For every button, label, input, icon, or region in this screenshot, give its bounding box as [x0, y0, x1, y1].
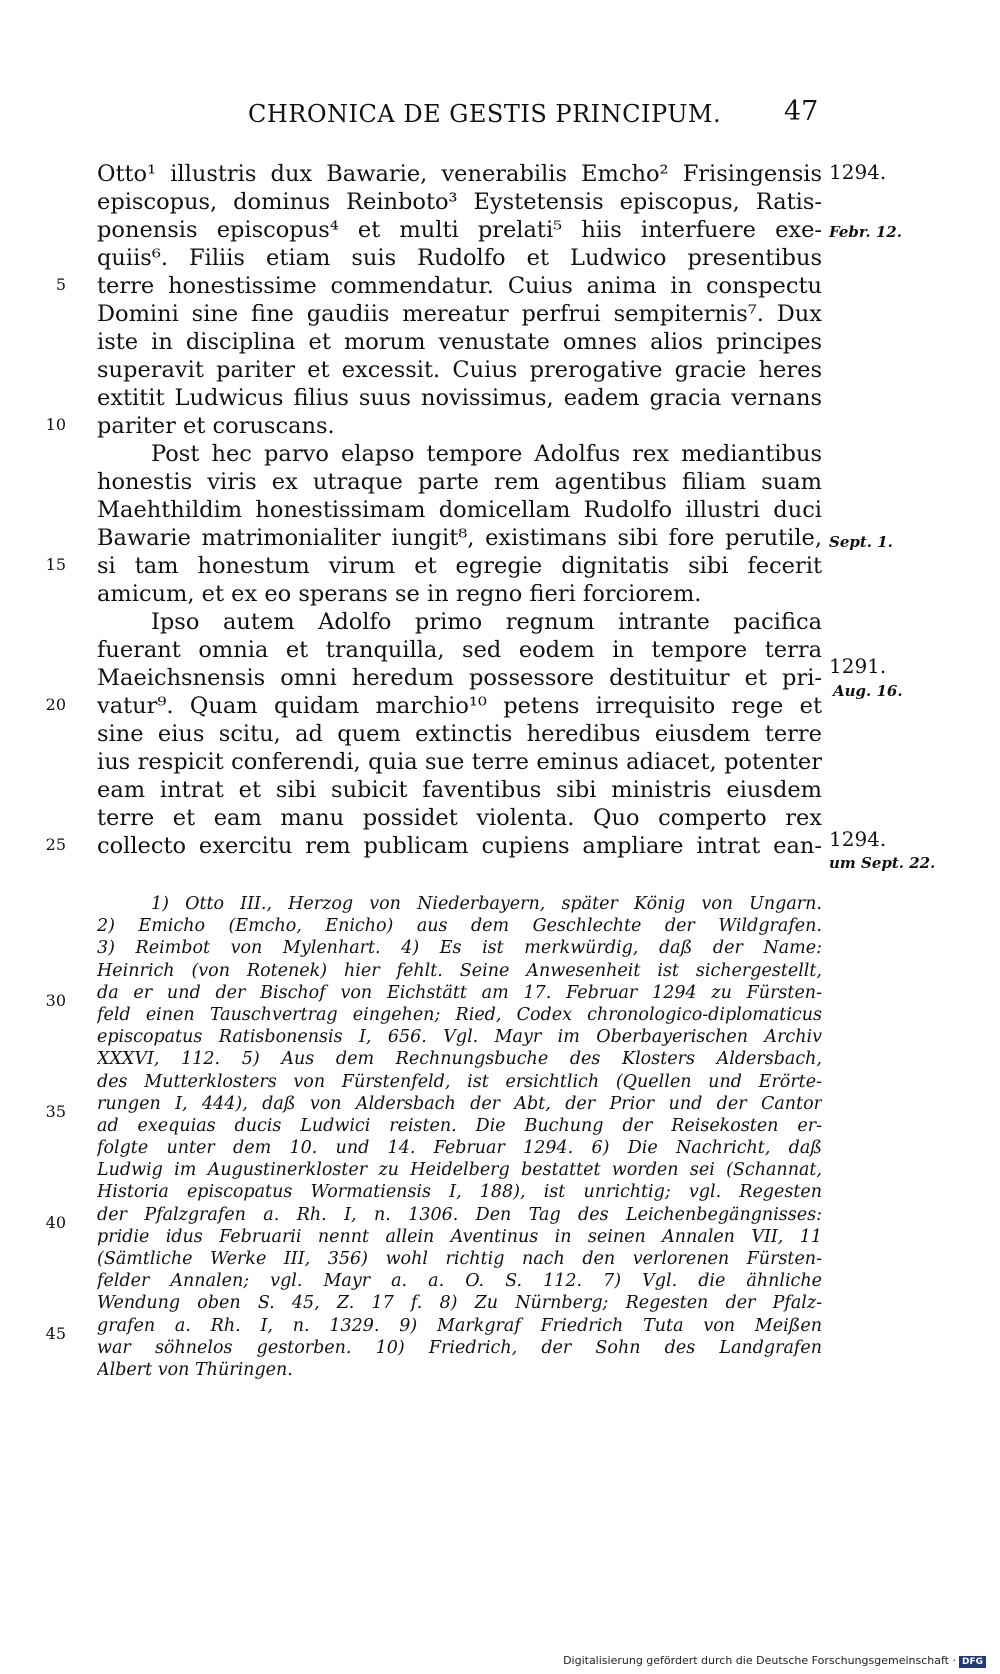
text-line: terre et eam manu possidet violenta. Quo comperto rex [97, 805, 822, 831]
text-line: Otto¹ illustris dux Bawarie, venerabilis Emcho² Frisingensis [97, 161, 822, 187]
footnote-line: grafen a. Rh. I, n. 1329. 9) Markgraf Friedrich Tuta von Meißen [97, 1315, 822, 1336]
text-line: ponensis episcopus⁴ et multi prelati⁵ hiis interfuere exe- [97, 217, 822, 243]
text-line: fuerant omnia et tranquilla, sed eodem in tempore terra [97, 637, 822, 663]
text-line: superavit pariter et excessit. Cuius prerogative gracie heres [97, 357, 822, 383]
text-line: Domini sine fine gaudiis mereatur perfrui sempiternis⁷. Dux [97, 301, 822, 327]
footnote-line: Wendung oben S. 45, Z. 17 f. 8) Zu Nürnberg; Regesten der Pfalz- [97, 1293, 822, 1314]
margin-date: 1291. [829, 654, 887, 678]
footnote-line: (Sämtliche Werke III, 356) wohl richtig nach den verlorenen Fürsten- [97, 1249, 822, 1269]
text-line: iste in disciplina et morum venustate omnes alios principes [97, 329, 822, 355]
text-line: episcopus, dominus Reinboto³ Eystetensis episcopus, Ratis- [97, 189, 822, 215]
text-line: Post hec parvo elapso tempore Adolfus rex mediantibus [151, 441, 822, 467]
text-line: si tam honestum virum et egregie dignitatis sibi fecerit [97, 553, 822, 579]
dfg-logo: DFG [959, 1656, 986, 1668]
line-number: 35 [45, 1102, 66, 1121]
page-footer [563, 1654, 986, 1668]
footnote-line: Ludwig im Augustinerkloster zu Heidelberg bestattet worden sei (Schannat, [97, 1160, 822, 1181]
line-number: 25 [45, 835, 66, 854]
text-line: pariter et coruscans. [97, 413, 335, 439]
footnote-line: felder Annalen; vgl. Mayr a. a. O. S. 112. 7) Vgl. die ähnliche [97, 1271, 822, 1292]
footnotes-block [97, 893, 822, 1381]
footnote-line: ad exequias ducis Ludwici reisten. Die Buchung der Reisekosten er- [97, 1115, 822, 1136]
line-number: 10 [45, 415, 66, 434]
footer-credit: Digitalisierung gefördert durch die Deutsche Forschungsgemeinschaft · [563, 1654, 956, 1667]
text-line: amicum, et ex eo sperans se in regno fieri forciorem. [97, 581, 702, 607]
text-line: quiis⁶. Filiis etiam suis Rudolfo et Ludwico presentibus [97, 245, 822, 271]
page-header [0, 96, 1000, 140]
text-line: Ipso autem Adolfo primo regnum intrante pacifica [151, 609, 822, 635]
text-line: honestis viris ex utraque parte rem agentibus filiam suam [97, 469, 822, 495]
text-line: Maehthildim honestissimam domicellam Rudolfo illustri duci [97, 497, 822, 523]
margin-date: 1294. [829, 827, 887, 851]
footnote-line: episcopatus Ratisbonensis I, 656. Vgl. Mayr im Oberbayerischen Archiv [97, 1027, 822, 1048]
footnote-line: Albert von Thüringen. [97, 1359, 293, 1380]
text-line: Maeichsnensis omni heredum possessore destituitur et pri- [97, 665, 822, 691]
text-line: sine eius scitu, ad quem extinctis heredibus eiusdem terre [97, 721, 822, 747]
footnote-line: Heinrich (von Rotenek) hier fehlt. Seine Anwesenheit ist sichergestellt, [97, 960, 822, 981]
line-number: 30 [45, 991, 66, 1010]
footnote-line: des Mutterklosters von Fürstenfeld, ist ersichtlich (Quellen und Erörte- [97, 1071, 822, 1092]
footnote-line: 1) Otto III., Herzog von Niederbayern, später König von Ungarn. [151, 894, 822, 914]
margin-date: Febr. 12. [829, 223, 902, 241]
text-line: eam intrat et sibi subicit faventibus sibi ministris eiusdem [97, 777, 822, 803]
footnote-line: 2) Emicho (Emcho, Enicho) aus dem Geschlechte der Wildgrafen. [97, 916, 822, 937]
footnote-line: der Pfalzgrafen a. Rh. I, n. 1306. Den Tag des Leichenbegängnisses: [97, 1204, 822, 1225]
footnote-line: folgte unter dem 10. und 14. Februar 1294. 6) Die Nachricht, daß [97, 1138, 822, 1159]
footnote-line: pridie idus Februarii nennt allein Aventinus in seinen Annalen VII, 11 [97, 1226, 822, 1247]
footnote-line: 3) Reimbot von Mylenhart. 4) Es ist merkwürdig, daß der Name: [97, 938, 822, 959]
text-line: terre honestissime commendatur. Cuius anima in conspectu [97, 273, 822, 299]
margin-date: Aug. 16. [833, 682, 903, 700]
margin-date: Sept. 1. [829, 533, 893, 551]
page-number: 47 [784, 96, 819, 127]
footnote-line: war söhnelos gestorben. 10) Friedrich, der Sohn des Landgrafen [97, 1337, 822, 1358]
text-line: ius respicit conferendi, quia sue terre eminus adiacet, potenter [97, 749, 822, 775]
footnote-line: XXXVI, 112. 5) Aus dem Rechnungsbuche des Klosters Aldersbach, [97, 1049, 822, 1070]
main-text-block [97, 160, 822, 860]
margin-date: 1294. [829, 160, 887, 184]
text-line: extitit Ludwicus filius suus novissimus, eadem gracia vernans [97, 385, 822, 411]
line-number: 20 [45, 695, 66, 714]
text-line: collecto exercitu rem publicam cupiens ampliare intrat ean- [97, 833, 822, 859]
footnote-line: feld einen Tauschvertrag eingehen; Ried, Codex chronologico-diplomaticus [97, 1004, 822, 1025]
line-number: 40 [45, 1213, 66, 1232]
margin-date: um Sept. 22. [829, 854, 936, 872]
footnote-line: da er und der Bischof von Eichstätt am 17. Februar 1294 zu Fürsten- [97, 982, 822, 1003]
line-number: 45 [45, 1324, 66, 1343]
line-number: 15 [45, 555, 66, 574]
running-title: CHRONICA DE GESTIS PRINCIPUM. [248, 100, 722, 128]
footnote-line: rungen I, 444), daß von Aldersbach der Abt, der Prior und der Cantor [97, 1093, 822, 1114]
footnote-line: Historia episcopatus Wormatiensis I, 188), ist unrichtig; vgl. Regesten [97, 1182, 822, 1203]
text-line: Bawarie matrimonialiter iungit⁸, existimans sibi fore perutile, [97, 525, 822, 551]
text-line: vatur⁹. Quam quidam marchio¹⁰ petens irrequisito rege et [97, 693, 822, 719]
line-number: 5 [55, 275, 66, 294]
